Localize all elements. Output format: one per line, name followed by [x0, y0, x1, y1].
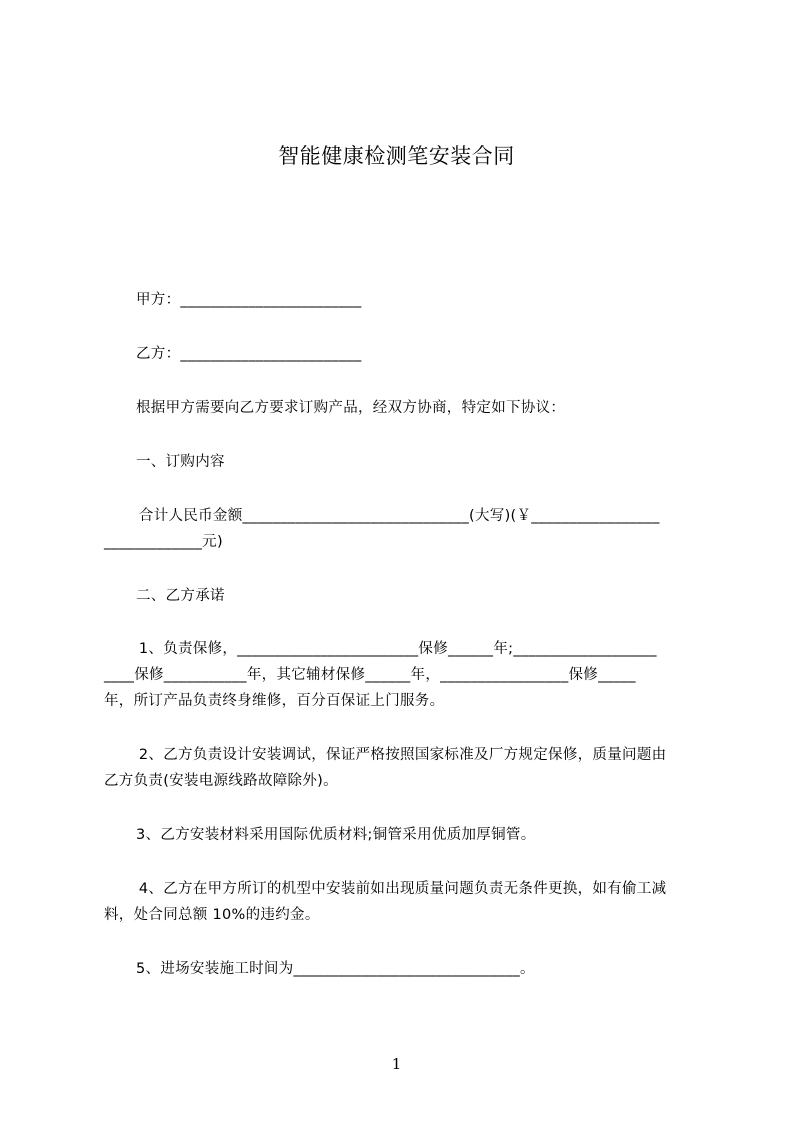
section-1-heading: 一、订购内容 [136, 454, 225, 470]
item-1-line-3: 年，所订产品负责终身维修，百分百保证上门服务。 [104, 693, 445, 709]
item-2-line-2: 乙方负责(安装电源线路故障除外)。 [104, 773, 338, 789]
item-1-line-2: ____保修___________年，其它辅材保修______年，_________________保修_____ [104, 667, 636, 683]
item-2-line-1: 2、乙方负责设计安装调试，保证严格按照国家标准及厂方规定保修，质量问题由 [134, 747, 667, 763]
item-4-line-1: 4、乙方在甲方所订的机型中安装前如出现质量问题负责无条件更换，如有偷工减 [134, 881, 667, 897]
intro-paragraph: 根据甲方需要向乙方要求订购产品，经双方协商，特定如下协议： [136, 400, 566, 416]
party-a-line: 甲方：________________________ [136, 292, 362, 308]
document-title: 智能健康检测笔安装合同 [278, 144, 515, 168]
page-number: 1 [391, 1055, 402, 1073]
party-b-line: 乙方：________________________ [136, 346, 362, 362]
item-3-line: 3、乙方安装材料采用国际优质材料;铜管采用优质加厚铜管。 [136, 827, 536, 843]
section-2-heading: 二、乙方承诺 [136, 588, 225, 604]
amount-line-1: 合计人民币金额______________________________(大写)(￥_________________ [134, 508, 660, 524]
amount-line-2: _____________元) [104, 534, 223, 550]
item-1-line-1: 1、负责保修，________________________保修______年;___________________ [134, 641, 657, 657]
item-4-line-2: 料，处合同总额 10%的违约金。 [104, 907, 320, 923]
item-5-line: 5、进场安装施工时间为______________________________。 [136, 961, 535, 977]
